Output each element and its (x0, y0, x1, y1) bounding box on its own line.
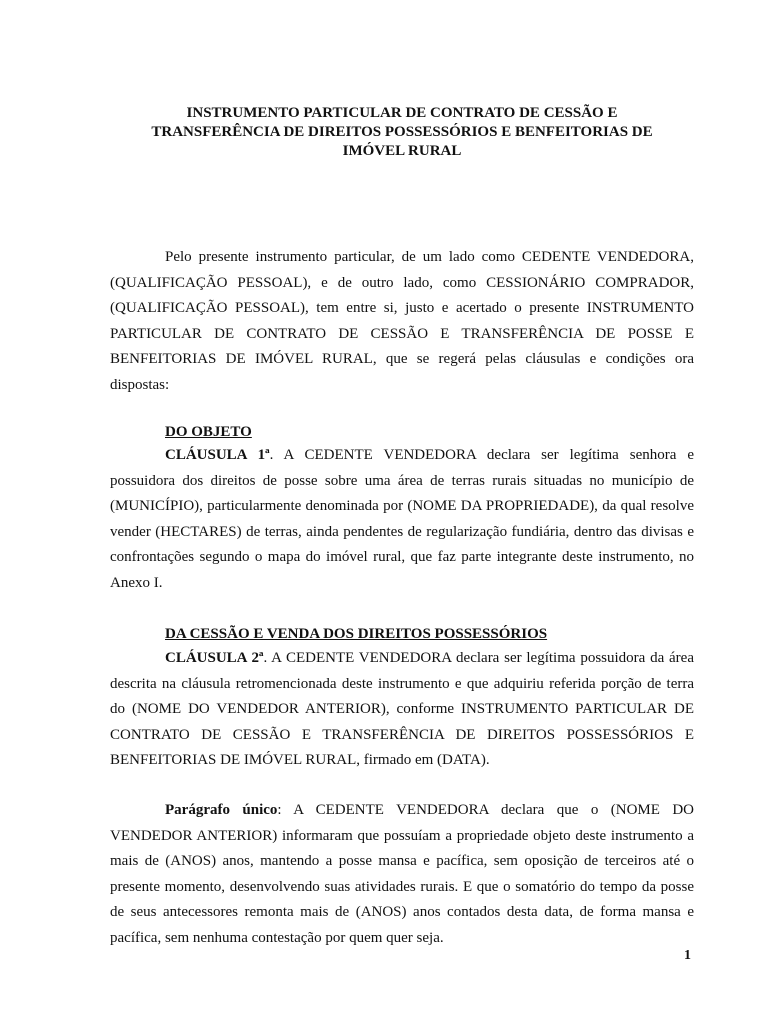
section-heading-cessao: DA CESSÃO E VENDA DOS DIREITOS POSSESSÓRIOS (165, 626, 548, 642)
clause-1-label: CLÁUSULA 1ª (165, 447, 270, 463)
clause-2-paragraph (110, 646, 694, 774)
clause-1-text: . A CEDENTE VENDEDORA declara ser legítima senhora e possuidora dos direitos de posse sobre uma área de terras rurais situadas no município de (MUNICÍPIO), particularmente denominada por (NOME DA PROPRIEDADE), da qual resolve vender (HECTARES) de terras, ainda pendentes de regularização fundiária, dentro das divisas e confrontações segundo o mapa do imóvel rural, que faz parte integrante deste instrumento, no Anexo I. (110, 447, 694, 591)
paragrafo-unico-label: Parágrafo único (165, 802, 278, 818)
title-line-3: IMÓVEL RURAL (342, 143, 462, 159)
intro-paragraph: Pelo presente instrumento particular, de um lado como CEDENTE VENDEDORA, (QUALIFICAÇÃO PESSOAL), e de outro lado, como CESSIONÁRIO COMPRADOR, (QUALIFICAÇÃO PESSOAL), tem entre si, justo e acertado o presente INSTRUMENTO PARTICULAR DE CONTRATO DE CESSÃO E TRANSFERÊNCIA DE POSSE E BENFEITORIAS DE IMÓVEL RURAL, que se regerá pelas cláusulas e condições ora dispostas: (110, 249, 694, 393)
document-title (110, 104, 694, 161)
clause-2-text: . A CEDENTE VENDEDORA declara ser legítima possuidora da área descrita na cláusula retromencionada deste instrumento e que adquiriu referida porção de terra do (NOME DO VENDEDOR ANTERIOR), conforme INSTRUMENTO PARTICULAR DE CONTRATO DE CESSÃO E TRANSFERÊNCIA DE DIREITOS POSSESSÓRIOS E BENFEITORIAS DE IMÓVEL RURAL, firmado em (DATA). (110, 650, 694, 768)
paragrafo-unico-paragraph (110, 798, 694, 951)
title-line-1: INSTRUMENTO PARTICULAR DE CONTRATO DE CESSÃO E (186, 105, 618, 121)
section-heading-objeto: DO OBJETO (165, 424, 252, 440)
page-number: 1 (684, 948, 691, 963)
clause-2-label: CLÁUSULA 2ª (165, 650, 264, 666)
title-line-2: TRANSFERÊNCIA DE DIREITOS POSSESSÓRIOS E BENFEITORIAS DE (151, 124, 653, 140)
paragrafo-unico-text: : A CEDENTE VENDEDORA declara que o (NOME DO VENDEDOR ANTERIOR) informaram que possuíam a propriedade objeto deste instrumento a mais de (ANOS) anos, mantendo a posse mansa e pacífica, sem oposição de terceiros até o presente momento, desenvolvendo suas atividades rurais. E que o somatório do tempo da posse de seus antecessores remonta mais de (ANOS) anos contados desta data, de forma mansa e pacífica, sem nenhuma contestação por quem quer seja. (110, 802, 695, 946)
clause-1-paragraph (110, 443, 694, 596)
